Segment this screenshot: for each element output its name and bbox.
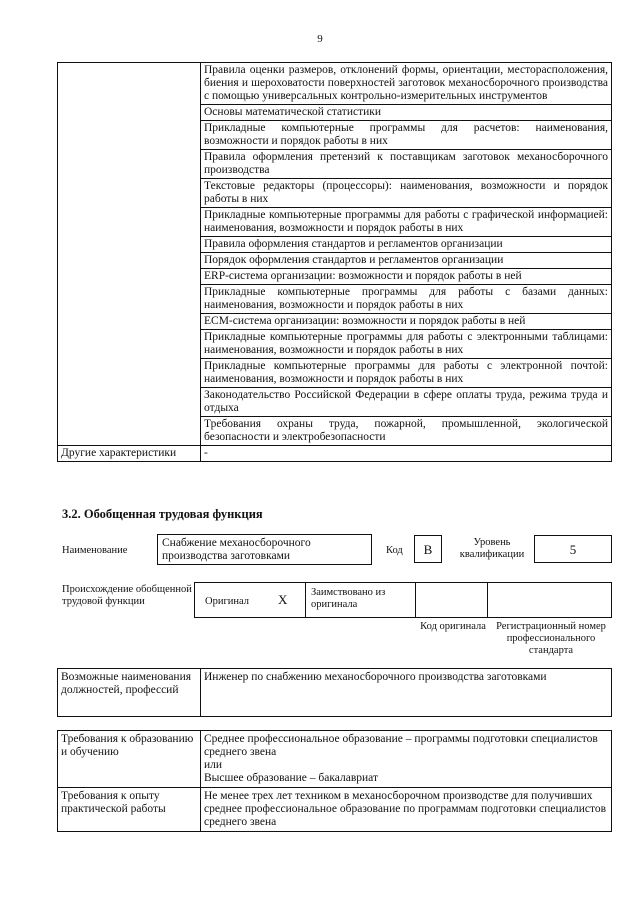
positions-value: Инженер по снабжению механосборочного производства заготовками: [201, 669, 612, 717]
knowledge-item: Порядок оформления стандартов и регламентов организации: [201, 253, 612, 269]
education-value: [201, 731, 612, 788]
other-characteristics-label: Другие характеристики: [58, 446, 201, 462]
code-label: Код: [386, 545, 403, 556]
code-original-label: Код оригинала: [420, 621, 486, 632]
knowledge-item: Требования охраны труда, пожарной, промышленной, экологической безопасности и электробезопасности: [201, 417, 612, 446]
level-value: 5: [534, 535, 612, 563]
experience-label: Требования к опыту практической работы: [58, 788, 201, 832]
original-label: Оригинал: [205, 596, 249, 607]
knowledge-item: Прикладные компьютерные программы для расчетов: наименования, возможности и порядок работы в них: [201, 121, 612, 150]
borrowed-label: Заимствовано из оригинала: [311, 587, 386, 610]
knowledge-table: [57, 62, 612, 462]
knowledge-item: Прикладные компьютерные программы для работы с графической информацией: наименования, возможности и порядок работы в них: [201, 208, 612, 237]
knowledge-item: Прикладные компьютерные программы для работы с электронной почтой: наименования, возможности и порядок работы в них: [201, 359, 612, 388]
origin-table: [194, 582, 612, 618]
knowledge-item: Правила оценки размеров, отклонений формы, ориентации, месторасположения, биения и шероховатости поверхностей заготовок механосборочного производства с помощью универсальных контрольно-измерительных инструментов: [201, 63, 612, 105]
function-name: Снабжение механосборочного производства заготовками: [157, 534, 372, 565]
code-value: B: [414, 535, 442, 563]
origin-label: Происхождение обобщенной трудовой функции: [62, 584, 192, 607]
education-line: или: [204, 759, 223, 771]
knowledge-item: Правила оформления стандартов и регламентов организации: [201, 237, 612, 253]
knowledge-item: ECM-система организации: возможности и порядок работы в ней: [201, 314, 612, 330]
original-mark: X: [278, 592, 288, 607]
knowledge-item: Законодательство Российской Федерации в сфере оплаты труда, режима труда и отдыха: [201, 388, 612, 417]
knowledge-item: ERP-система организации: возможности и порядок работы в ней: [201, 269, 612, 285]
section-title: 3.2. Обобщенная трудовая функция: [62, 507, 263, 521]
level-label: Уровень квалификации: [459, 537, 525, 560]
other-characteristics-value: -: [201, 446, 612, 462]
education-line: Высшее образование – бакалавриат: [204, 772, 378, 784]
education-line: Среднее профессиональное образование – программы подготовки специалистов среднего звена: [204, 733, 598, 758]
knowledge-item: Прикладные компьютерные программы для работы с электронными таблицами: наименования, возможности и порядок работы в них: [201, 330, 612, 359]
knowledge-item: Прикладные компьютерные программы для работы с базами данных: наименования, возможности и порядок работы в них: [201, 285, 612, 314]
knowledge-item: Основы математической статистики: [201, 105, 612, 121]
knowledge-item: Правила оформления претензий к поставщикам заготовок механосборочного производства: [201, 150, 612, 179]
experience-value: Не менее трех лет техником в механосборочном производстве для получивших среднее профессиональное образование по программам подготовки специалистов среднего звена: [201, 788, 612, 832]
name-label: Наименование: [62, 545, 128, 556]
positions-table: [57, 668, 612, 717]
education-label: Требования к образованию и обучению: [58, 731, 201, 788]
positions-label: Возможные наименования должностей, профессий: [58, 669, 201, 717]
page-number: 9: [317, 33, 323, 45]
requirements-table: [57, 730, 612, 832]
reg-number-label: Регистрационный номер профессионального стандарта: [496, 621, 606, 656]
knowledge-item: Текстовые редакторы (процессоры): наименования, возможности и порядок работы в них: [201, 179, 612, 208]
